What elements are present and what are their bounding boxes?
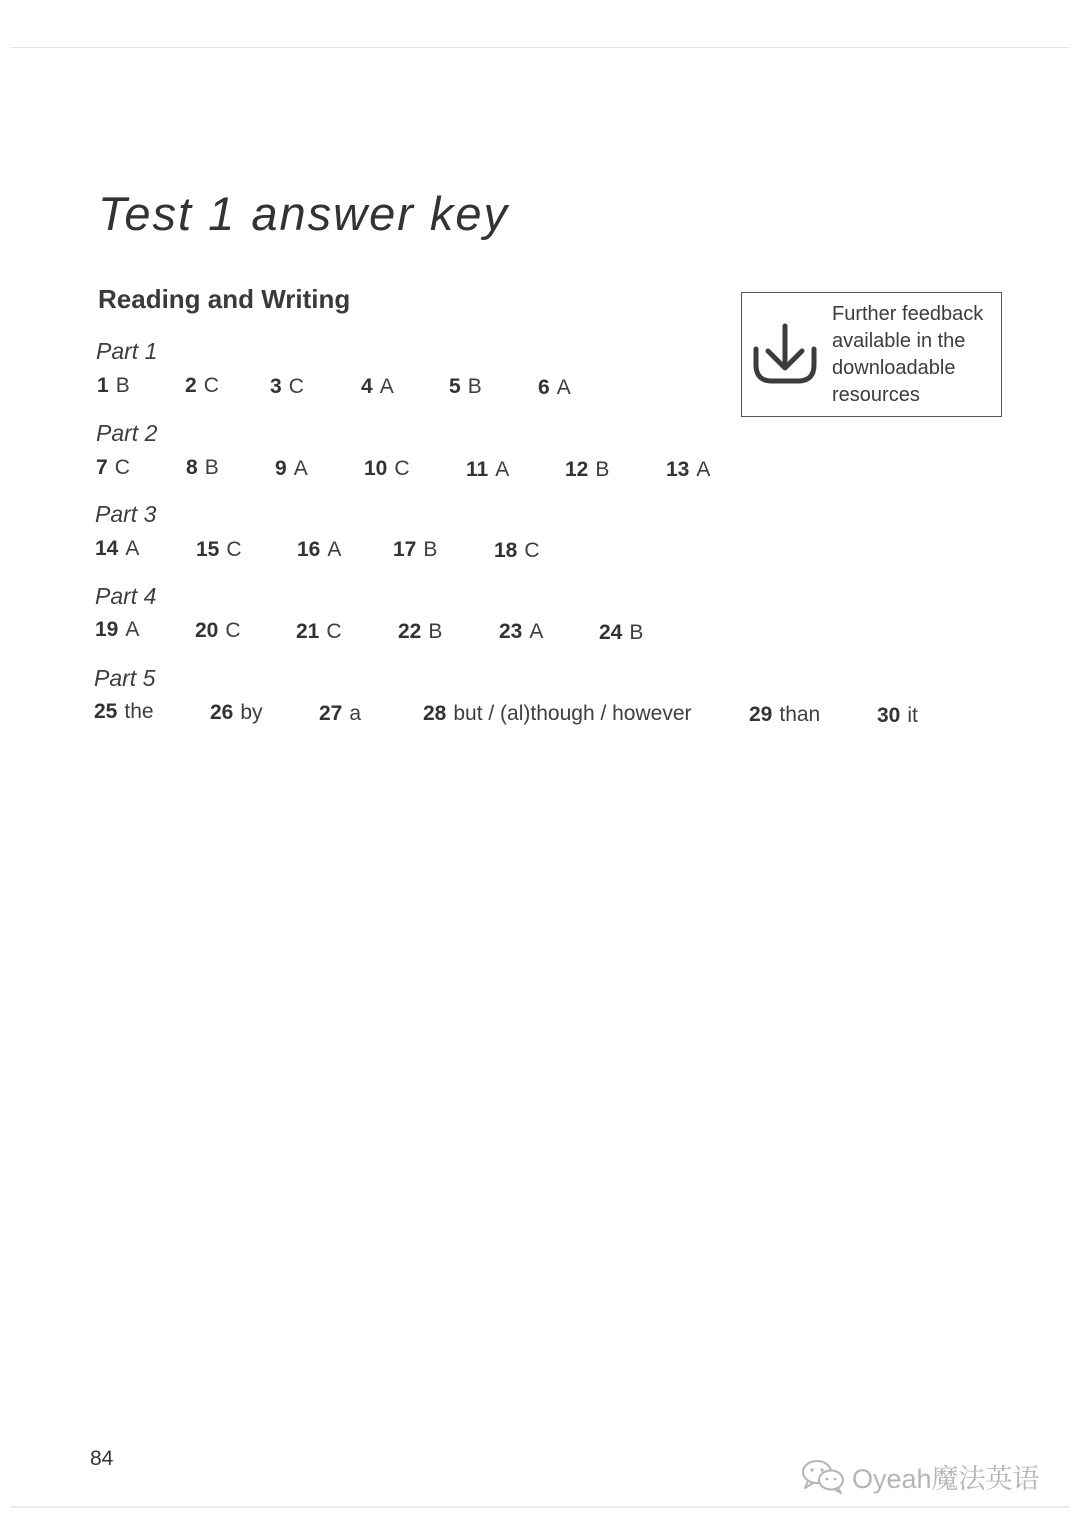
answer-value: B [204, 456, 219, 479]
page-number: 84 [90, 1447, 114, 1470]
answer-number: 9 [275, 457, 287, 480]
answer-item [361, 375, 394, 399]
answer-item [97, 374, 130, 398]
answer-number: 8 [186, 456, 198, 479]
answer-item [877, 704, 918, 728]
answer-value: B [115, 374, 130, 397]
page-title: Test 1 answer key [98, 187, 510, 240]
answer-item [393, 538, 437, 562]
answer-value: C [394, 457, 410, 480]
answer-value: C [326, 620, 342, 643]
answer-value: A [125, 537, 140, 560]
answer-item [95, 618, 139, 642]
answer-number: 29 [749, 703, 773, 726]
scan-edge-top [10, 47, 1070, 48]
answer-value: B [428, 620, 443, 643]
answer-number: 17 [393, 538, 417, 561]
answer-item [565, 458, 609, 482]
answer-item [423, 702, 692, 726]
answer-item [196, 538, 242, 562]
answer-value: but / (al)though / however [453, 702, 692, 725]
answer-number: 24 [599, 621, 623, 644]
answer-number: 18 [494, 539, 518, 562]
answer-number: 30 [877, 704, 901, 727]
part-4-label: Part 4 [95, 583, 157, 609]
answer-value: C [288, 375, 304, 398]
answer-number: 11 [466, 458, 489, 481]
answer-item [449, 375, 482, 399]
answer-value: a [349, 702, 362, 725]
answer-item [666, 458, 710, 482]
answer-item [398, 620, 442, 644]
answer-value: it [907, 704, 918, 727]
answer-number: 10 [364, 457, 388, 480]
answer-value: A [327, 538, 342, 561]
feedback-line: Further feedback [832, 303, 984, 325]
answer-item [210, 701, 263, 725]
answer-number: 7 [96, 456, 108, 479]
answer-number: 5 [449, 375, 461, 398]
answer-number: 15 [196, 538, 220, 561]
answer-item [195, 619, 241, 643]
answer-value: B [467, 375, 482, 398]
answer-item [95, 537, 139, 561]
answer-number: 22 [398, 620, 422, 643]
answer-number: 2 [185, 374, 197, 397]
answer-number: 28 [423, 702, 447, 725]
download-icon [752, 323, 818, 385]
answer-item [494, 539, 540, 563]
answer-item [275, 457, 308, 481]
answer-value: A [379, 375, 394, 398]
answer-item [96, 456, 130, 480]
answer-value: the [124, 700, 154, 723]
answer-number: 23 [499, 620, 523, 643]
answer-value: A [696, 458, 711, 481]
answer-number: 25 [94, 700, 118, 723]
wechat-icon [800, 1458, 846, 1494]
answer-value: C [226, 538, 242, 561]
answer-value: B [629, 621, 644, 644]
answer-item [599, 621, 643, 645]
part-2-label: Part 2 [96, 420, 158, 446]
feedback-line: resources [832, 384, 920, 406]
answer-value: B [595, 458, 610, 481]
feedback-box [741, 292, 1002, 417]
section-title: Reading and Writing [98, 284, 351, 314]
answer-item [499, 620, 543, 644]
answer-item [364, 457, 410, 481]
answer-item [185, 374, 219, 398]
watermark [800, 1456, 1040, 1496]
answer-item [270, 375, 304, 399]
feedback-line: available in the [832, 330, 966, 352]
feedback-line: downloadable [832, 357, 956, 379]
answer-value: B [423, 538, 438, 561]
answer-number: 16 [297, 538, 321, 561]
answer-value: C [225, 619, 241, 642]
answer-value: than [779, 703, 821, 726]
watermark-text: Oyeah魔法英语 [852, 1463, 1040, 1494]
answer-number: 21 [296, 620, 320, 643]
answer-number: 20 [195, 619, 219, 642]
answer-value: C [524, 539, 540, 562]
answer-item [319, 702, 361, 726]
part-5-label: Part 5 [94, 665, 156, 691]
answer-value: A [495, 458, 510, 481]
part-3-label: Part 3 [95, 501, 157, 527]
scan-edge-bottom [10, 1506, 1070, 1508]
answer-number: 27 [319, 702, 343, 725]
answer-number: 14 [95, 537, 119, 560]
answer-value: A [125, 618, 140, 641]
answer-item [538, 376, 571, 400]
answer-number: 3 [270, 375, 282, 398]
answer-value: by [240, 701, 263, 724]
answer-value: A [556, 376, 571, 399]
answer-item [749, 703, 820, 727]
answer-number: 6 [538, 376, 550, 399]
answer-value: C [114, 456, 130, 479]
answer-item [94, 700, 154, 724]
answer-number: 12 [565, 458, 589, 481]
feedback-text [832, 301, 1002, 409]
answer-item [186, 456, 219, 480]
answer-value: A [529, 620, 544, 643]
part-1-label: Part 1 [96, 338, 158, 364]
answer-number: 4 [361, 375, 373, 398]
answer-item [466, 458, 509, 482]
answer-number: 26 [210, 701, 234, 724]
answer-item [297, 538, 341, 562]
answer-number: 19 [95, 618, 119, 641]
answer-number: 1 [97, 374, 109, 397]
answer-value: A [293, 457, 308, 480]
answer-number: 13 [666, 458, 690, 481]
answer-item [296, 620, 342, 644]
answer-value: C [203, 374, 219, 397]
